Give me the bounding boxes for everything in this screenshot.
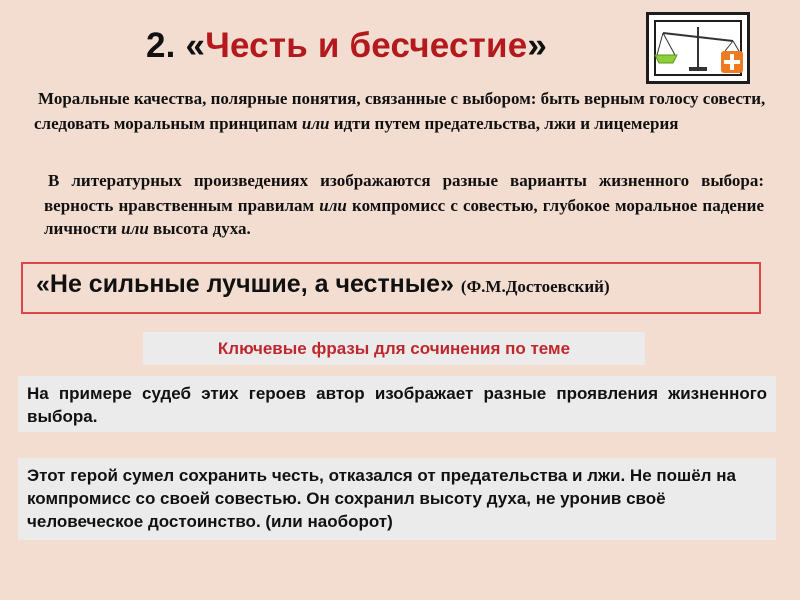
title-prefix: 2. «: [146, 26, 206, 65]
phrase-box-1: На примере судеб этих героев автор изображает разные проявления жизненного выбора.: [18, 376, 776, 432]
keyphrases-heading: Ключевые фразы для сочинения по теме: [143, 332, 645, 365]
quote-author: (Ф.М.Достоевский): [460, 277, 610, 296]
title-topic: Честь и бесчестие: [205, 26, 528, 65]
quote: [36, 270, 610, 299]
p2-em-2: или: [121, 219, 149, 238]
p1-text-2: идти путем предательства, лжи и лицемерия: [329, 114, 679, 133]
scales-icon: [646, 12, 750, 84]
paragraph-literature: [44, 169, 764, 240]
page-title: [146, 26, 547, 66]
phrase-box-2: Этот герой сумел сохранить честь, отказался от предательства и лжи. Не пошёл на компромисс со своей совестью. Он сохранил высоту духа, не уронив своё человеческое достоинство. (или наоборот): [18, 458, 776, 540]
p2-text-3: высота духа.: [148, 219, 251, 238]
p2-text-1: В литературных произведениях изображаются разные варианты жизненного выбора: верность нравственным правилам: [44, 171, 764, 215]
p1-em: или: [301, 114, 330, 133]
quote-text: «Не сильные лучшие, а честные»: [36, 270, 454, 298]
p2-em-1: или: [319, 196, 347, 215]
p2-text-2: компромисс с совестью, глубокое моральное падение личности: [44, 196, 764, 238]
title-suffix: »: [527, 26, 548, 65]
p1-text-1: Моральные качества, полярные понятия, связанные с выбором: быть верным голосу совести, следовать моральным принципам: [34, 89, 766, 133]
paragraph-definition: [34, 87, 774, 135]
